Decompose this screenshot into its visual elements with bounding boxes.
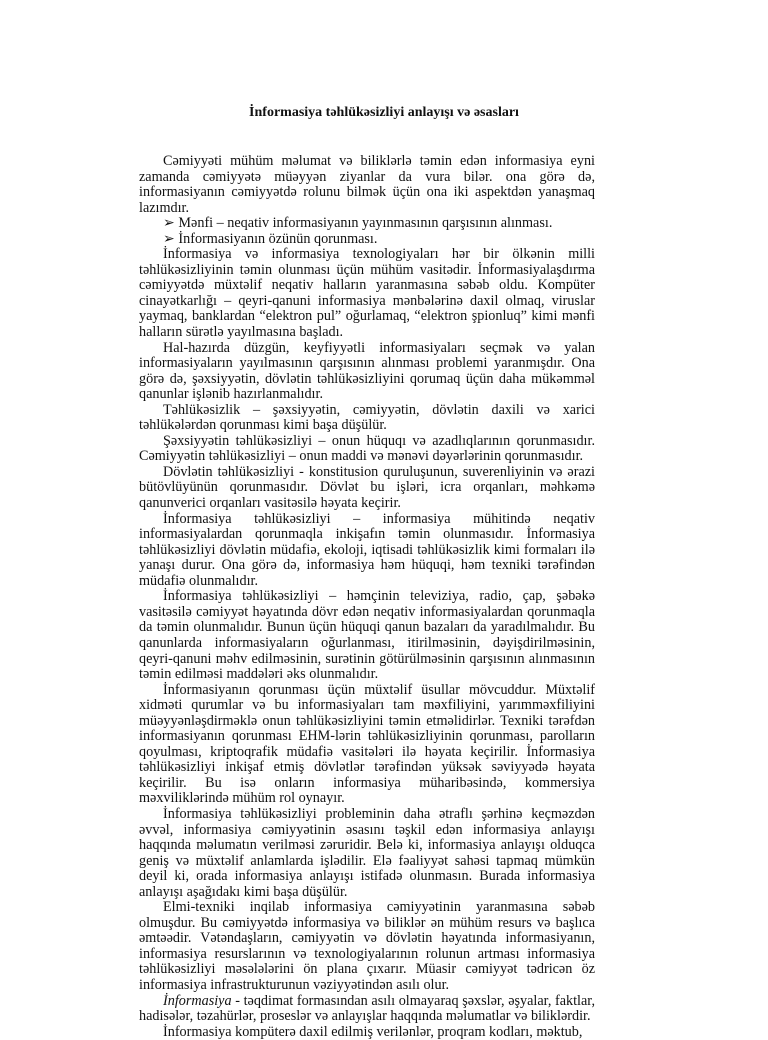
paragraph-intro [139, 154, 595, 216]
paragraph-text: Şəxsiyyətin təhlükəsizliyi – onun hüquqı və azadlıqlarının qorunmasıdır. Cəmiyyətin təhlükəsizliyi – onun maddi və mənəvi dəyərlərinin qorunmasıdır. [139, 432, 595, 465]
paragraph [139, 403, 595, 434]
paragraph-text: İnformasiya təhlükəsizliyi – həmçinin televiziya, radio, çap, şəbəkə vasitəsilə cəmiyyət həyatında dövr edən neqativ informasiyalardan qorunmaqla da təmin olunmalıdır. Bunun üçün hüquqi qanun bazaları da yaradılmalıdır. Bu qanunlarda informasiyaların oğurlanması, itirilməsinin, dəyişdirilməsinin, qeyri-qanuni məhv edilməsinin, surətinin götürülməsinin qarşısının alınmasının təmin edilməsi maddələri əks olunmalıdır. [139, 588, 595, 683]
paragraph-text: Hal-hazırda düzgün, keyfiyyətli informasiyaları seçmək və yalan informasiyaların yayılmasının qarşısının alınması problemi yaranmışdır. Ona görə də, şəxsiyyətin, dövlətin təhlükəsizliyini qorumaq üçün daha mükəmməl qanunlar işlənib hazırlanmalıdır. [139, 339, 595, 403]
paragraph-text: Dövlətin təhlükəsizliyi - konstitusion quruluşunun, suverenliyinin və ərazi bütövlüyünün qorunmasıdır. Dövlət bu işləri, icra orqanları, məhkəmə qanunverici orqanları vasitəsilə həyata keçirir. [139, 463, 595, 512]
paragraph [139, 1025, 595, 1040]
paragraph [139, 465, 595, 512]
paragraph-definition [139, 994, 595, 1025]
paragraph-text: Təhlükəsizlik – şəxsiyyətin, cəmiyyətin, dövlətin daxili və xarici təhlükələrdən qorunması kimi başa düşülür. [139, 401, 595, 434]
paragraph-text: İnformasiya təhlükəsizliyi probleminin daha ətraflı şərhinə keçməzdən əvvəl, informasiya cəmiyyətinin əsasını təşkil edən informasiya anlayışı haqqında məlumatın verilməsi zəruridir. Belə ki, informasiya anlayışı olduqca geniş və müxtəlif anlamlarda işlədilir. Elə fəaliyyət sahəsi tapmaq mümkün deyil ki, orada informasiya anlayışı istifadə olunmasın. Burada informasiya anlayışı aşağıdakı kimi başa düşülür. [139, 805, 595, 900]
paragraph [139, 247, 595, 340]
paragraph-text: Elmi-texniki inqilab informasiya cəmiyyətinin yaranmasına səbəb olmuşdur. Bu cəmiyyətdə informasiya və biliklər ən mühüm resurs və başlıca əmtəədir. Vətəndaşların, cəmiyyətin və dövlətin həyatında informasiyanın, informasiya resurslarının və texnologiyalarının rolunun artması informasiya təhlükəsizliyi məsələlərini ön plana çıxarır. Müasir cəmiyyət tədricən öz informasiya infrastrukturunun vəziyyətindən asılı olur. [139, 899, 595, 993]
bullet-item [139, 216, 595, 232]
paragraph-text: İnformasiya və informasiya texnologiyaları hər bir ölkənin milli təhlükəsizliyinin təmin olunması üçün mühüm vasitədir. İnformasiyalaşdırma cəmiyyətdə müxtəlif neqativ halların yaranmasına səbəb oldu. Kompüter cinayətkarlığı – qeyri-qanuni informasiya mənbələrinə daxil olmaq, viruslar yaymaq, banklardan “elektron pul” oğurlamaq, “elektron şpionluq” kimi mənfi halların sürətlə yayılmasına başladı. [139, 246, 595, 341]
document-title: İnformasiya təhlükəsizliyi anlayışı və əsasları [249, 105, 519, 120]
paragraph-text: İnformasiya təhlükəsizliyi – informasiya mühitində neqativ informasiyalardan qorunmaqla inkişafın təmin olunmasıdır. İnformasiya təhlükəsizliyi dövlətin müdafiə, ekoloji, iqtisadi təhlükəsizlik kimi formaları ilə yanaşı durur. Ona görə də, informasiya həm hüquqi, həm texniki tərəfindən müdafiə olunmalıdır. [139, 510, 595, 589]
paragraph [139, 900, 595, 993]
paragraph [139, 512, 595, 590]
paragraph-text: İnformasiya kompüterə daxil edilmiş verilənlər, proqram kodları, məktub, [163, 1023, 583, 1040]
paragraph-text: Cəmiyyəti mühüm məlumat və biliklərlə təmin edən informasiya eyni zamanda cəmiyyətə müəyyən ziyanlar da vura bilər. ona görə də, informasiyanın cəmiyyətdə rolunu bilmək üçün ona iki aspektdən yanaşmaq lazımdır. [139, 153, 595, 216]
definition-term: İnformasiya [163, 992, 232, 1009]
paragraph [139, 683, 595, 807]
paragraph-text: - təqdimat formasından asılı olmayaraq şəxslər, əşyalar, faktlar, hadisələr, təzahürlər, proseslər və anlayışlar haqqında məlumatlar və biliklərdir. [139, 992, 596, 1025]
bullet-text: ➢ İnformasiyanın özünün qorunması. [163, 230, 378, 247]
document-body [139, 154, 595, 1040]
paragraph [139, 807, 595, 900]
paragraph [139, 341, 595, 403]
paragraph-text: İnformasiyanın qorunması üçün müxtəlif üsullar mövcuddur. Müxtəlif xidməti qurumlar və bu informasiyaları tam məxfiliyini, yarımməxfiliyini müəyyənləşdirməklə onun təhlükəsizliyini təmin etməlidirlər. Texniki tərəfdən informasiyanın qorunması EHM-lərin təhlükəsizliyinin qorunması, parolların qoyulması, kriptoqrafik müdafiə vasitələri ilə həyata keçirilir. İnformasiya təhlükəsizliyi inkişaf etmiş dövlətlər tərəfindən yüksək səviyyədə həyata keçirilir. Bu isə onların informasiya müharibəsində, kommersiya məxviliklərində mühüm rol oynayır. [139, 681, 595, 807]
bullet-text: ➢ Mənfi – neqativ informasiyanın yayınmasının qarşısının alınması. [163, 215, 553, 232]
paragraph [139, 434, 595, 465]
paragraph [139, 589, 595, 682]
bullet-item [139, 232, 595, 248]
